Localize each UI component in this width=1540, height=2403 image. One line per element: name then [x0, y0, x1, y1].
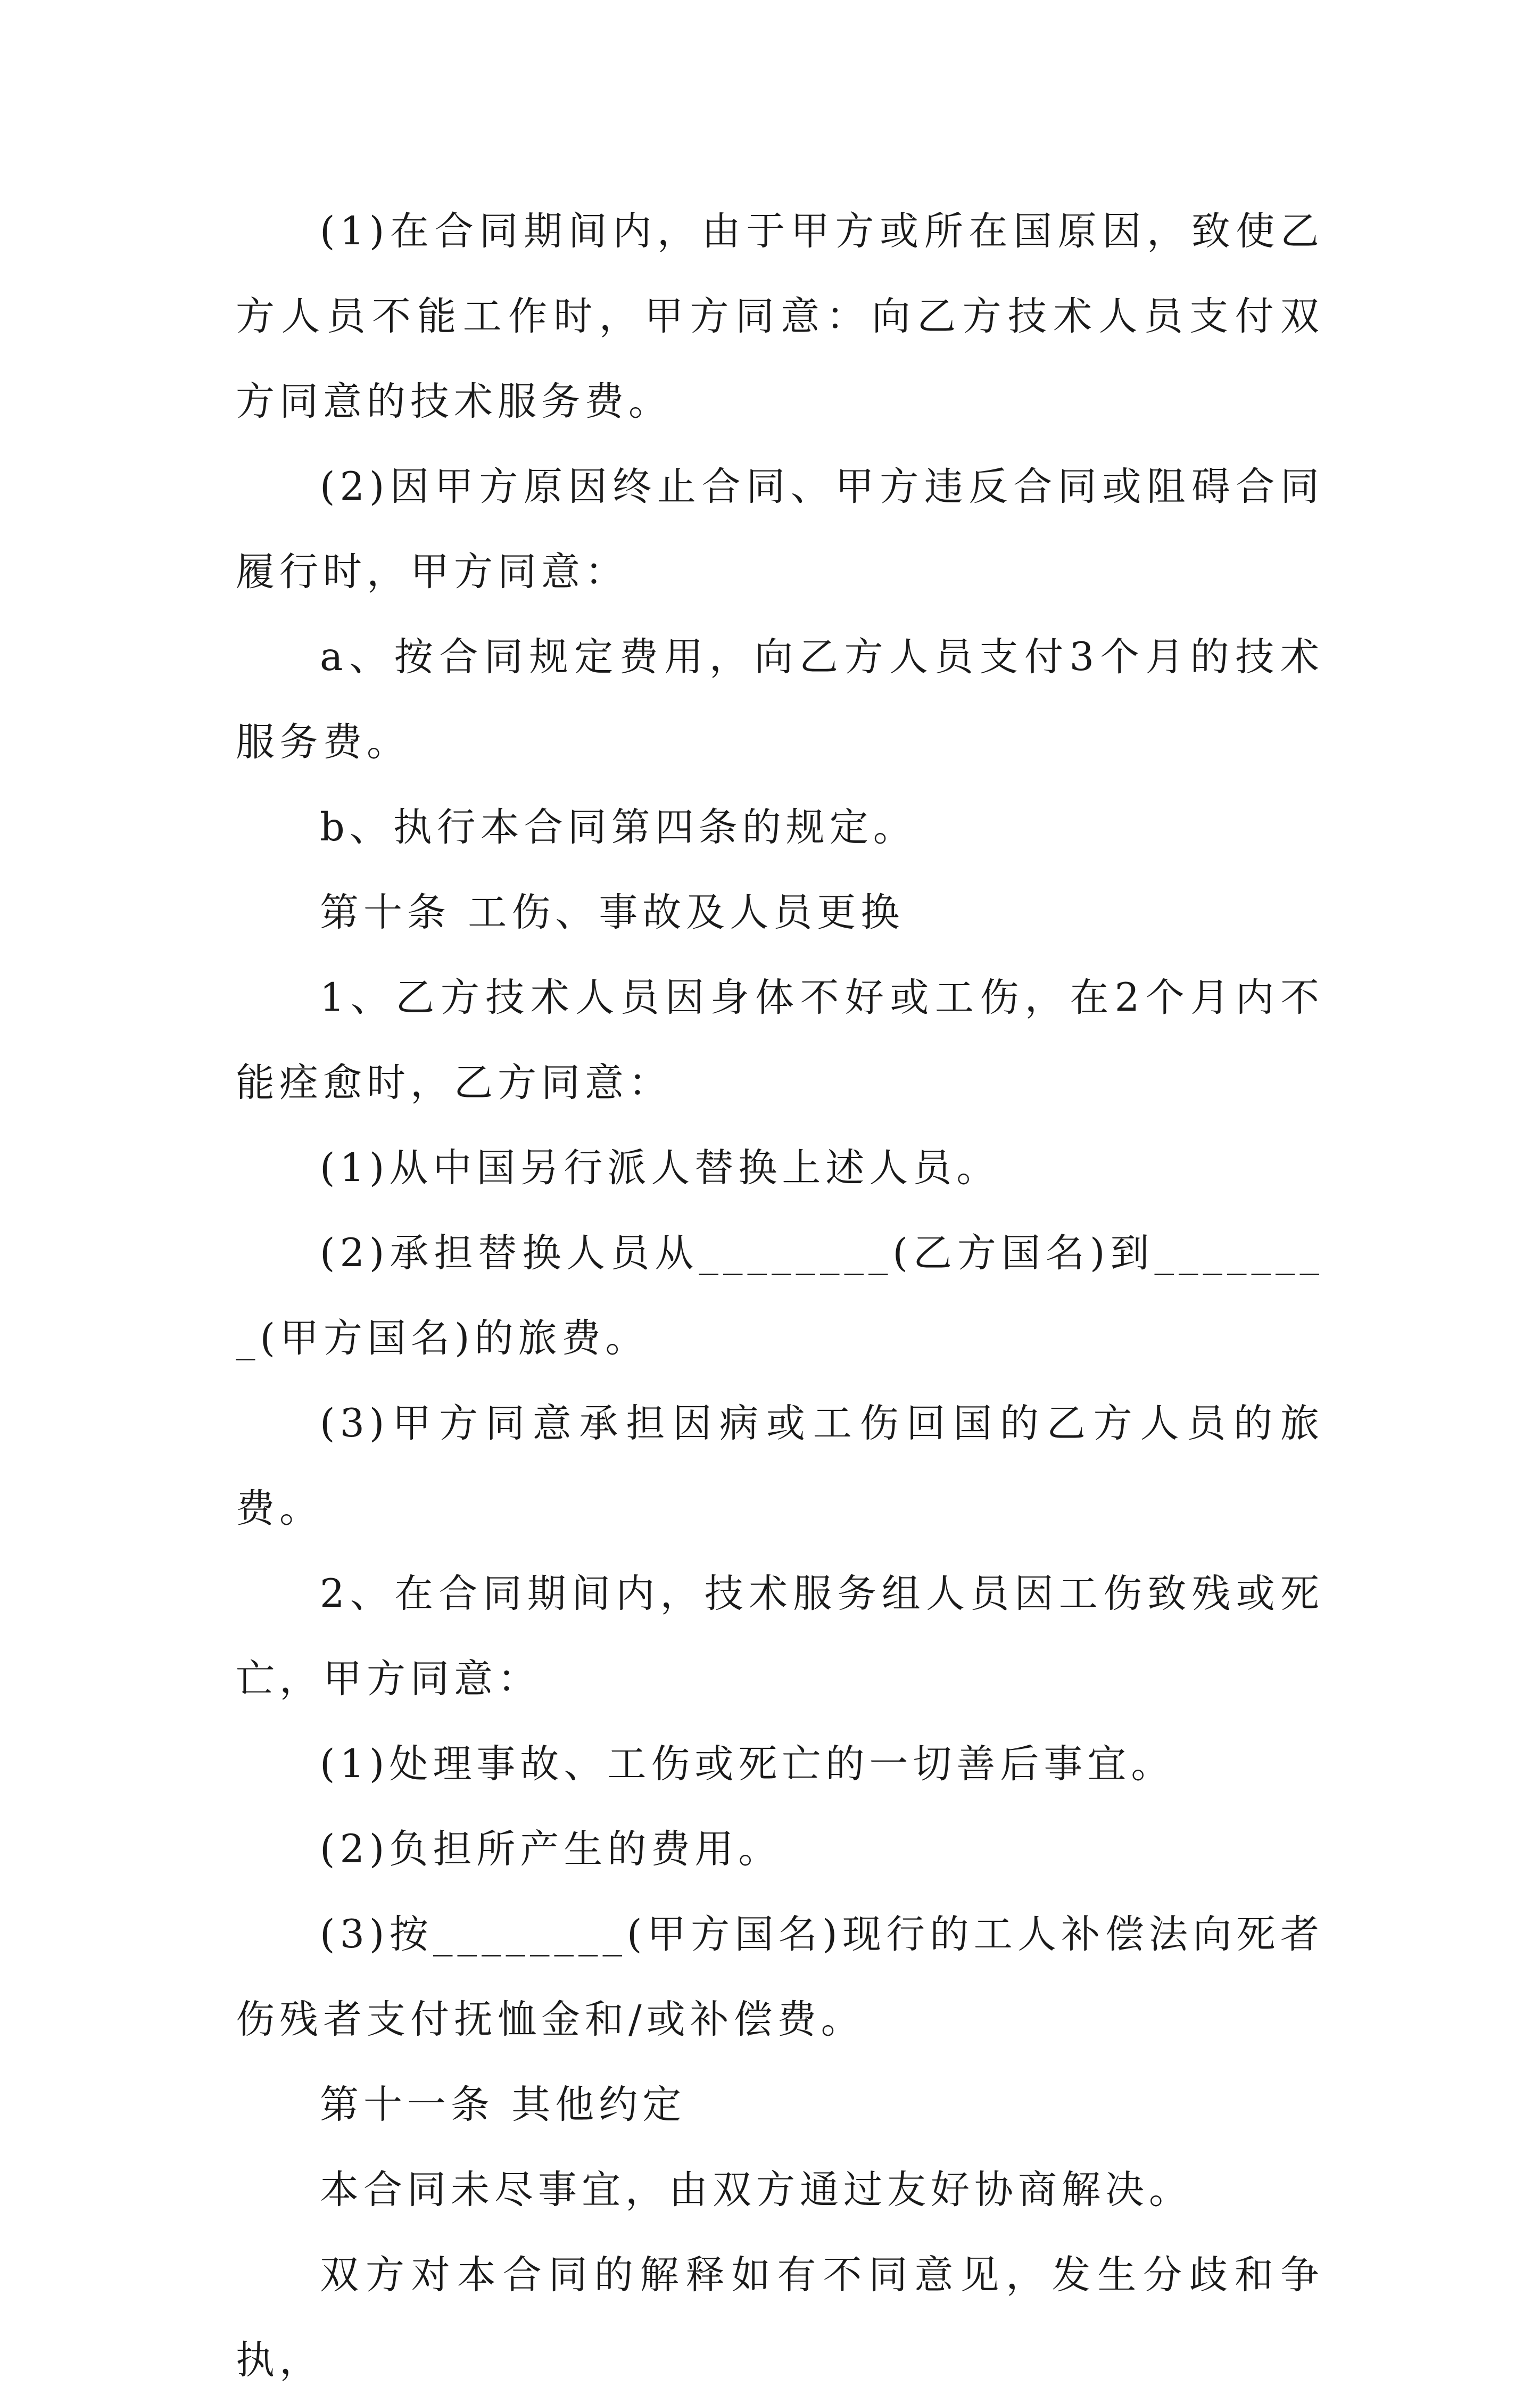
- section-heading-article-11: 第十一条 其他约定: [320, 2082, 686, 2127]
- paragraph-clause-2: (2)因甲方原因终止合同、甲方违反合同或阻碍合同履行时，甲方同意：: [236, 464, 1324, 594]
- paragraph-article-10-2: 2、在合同期间内，技术服务组人员因工伤致残或死亡，甲方同意：: [236, 1571, 1324, 1702]
- paragraph-article-10-1-1: (1)从中国另行派人替换上述人员。: [320, 1145, 1000, 1191]
- paragraph-clause-1: (1)在合同期间内，由于甲方或所在国原因，致使乙方人员不能工作时，甲方同意：向乙方技术人员支付双方同意的技术服务费。: [236, 209, 1324, 424]
- paragraph-item-a: a、按合同规定费用，向乙方人员支付3个月的技术服务费。: [236, 634, 1324, 765]
- section-heading-article-10: 第十条 工伤、事故及人员更换: [320, 890, 905, 935]
- paragraph-article-10-1-3: (3)甲方同意承担因病或工伤回国的乙方人员的旅费。: [236, 1401, 1324, 1531]
- paragraph-article-10-2-1: (1)处理事故、工伤或死亡的一切善后事宜。: [320, 1741, 1175, 1787]
- paragraph-article-10-2-3: (3)按________(甲方国名)现行的工人补偿法向死者伤残者支付抚恤金和/或补偿费。: [236, 1912, 1324, 2042]
- paragraph-item-b: b、执行本合同第四条的规定。: [320, 805, 917, 850]
- paragraph-article-11-2: 双方对本合同的解释如有不同意见，发生分歧和争执，: [236, 2252, 1324, 2383]
- document-body: [236, 189, 1324, 2403]
- paragraph-article-10-2-2: (2)负担所产生的费用。: [320, 1827, 782, 1872]
- paragraph-article-11-1: 本合同未尽事宜，由双方通过友好协商解决。: [320, 2167, 1193, 2212]
- paragraph-article-10-1: 1、乙方技术人员因身体不好或工伤，在2个月内不能痊愈时，乙方同意：: [236, 975, 1324, 1105]
- paragraph-article-10-1-2: (2)承担替换人员从________(乙方国名)到________(甲方国名)的旅费。: [236, 1231, 1324, 1361]
